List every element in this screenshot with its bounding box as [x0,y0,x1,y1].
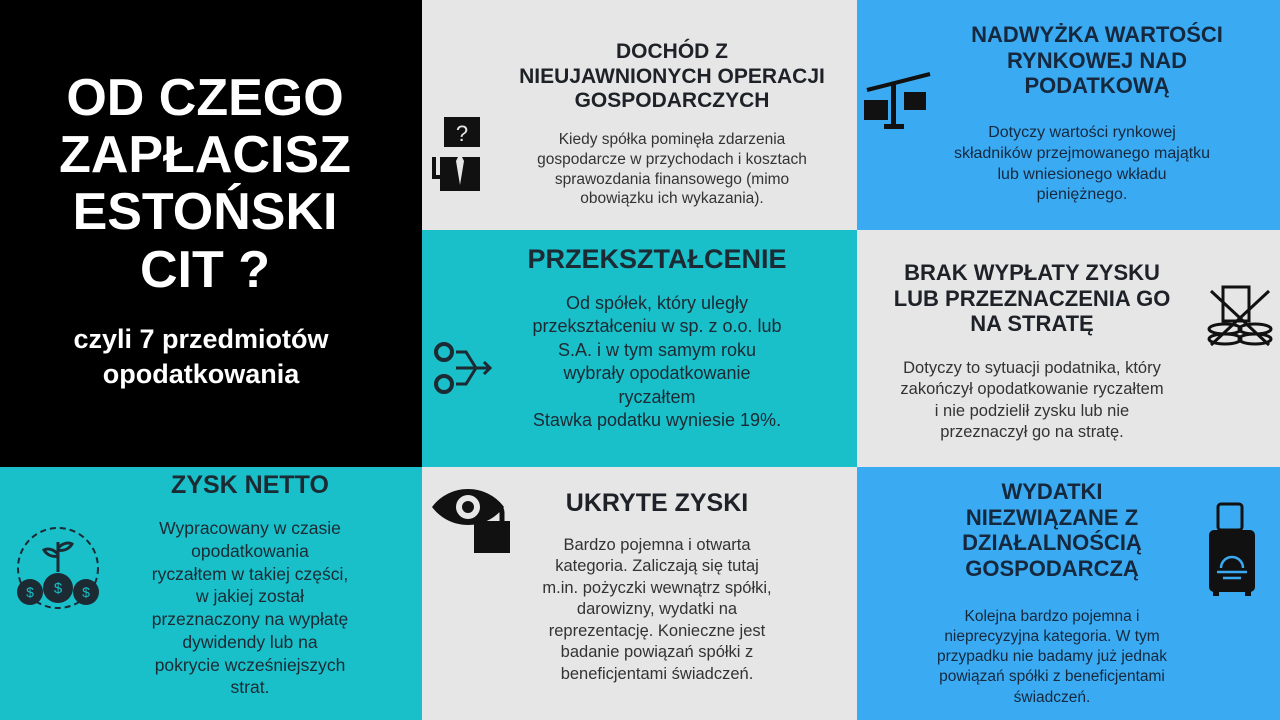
eye-lock-icon [430,479,514,555]
tile-title: BRAK WYPŁATY ZYSKU LUB PRZEZNACZENIA GO NA STRATĘ [893,260,1171,337]
crane-scale-icon [862,70,932,130]
svg-text:?: ? [455,121,469,146]
tile-hidden-profits [422,467,857,720]
main-title-panel [0,0,422,467]
tile-body: Bardzo pojemna i otwarta kategoria. Zaliczają się tutaj m.in. pożyczki wewnątrz spółki, darowizny, wydatki na reprezentację. Konieczne jest badanie powiązań spółki z beneficjentami świadczeń. [542,536,772,683]
svg-text:$: $ [82,584,90,600]
tile-title: UKRYTE ZYSKI [565,489,749,517]
main-title: OD CZEGO ZAPŁACISZ ESTOŃSKI CIT ? [59,69,351,299]
tile-body: Dotyczy to sytuacji podatnika, który zakończył opodatkowanie ryczałtem i nie podzielił zysku lub nie przeznaczył go na stratę. [900,359,1164,442]
svg-text:$: $ [53,580,63,597]
tile-unreported-income [422,0,857,230]
tile-title: DOCHÓD Z NIEUJAWNIONYCH OPERACJI GOSPODARCZYCH [519,40,825,113]
money-growth-icon [12,522,104,614]
tile-title: NADWYŻKA WARTOŚCI RYNKOWEJ NAD PODATKOWĄ [971,22,1223,99]
tile-no-profit-payout [857,230,1280,467]
coins-cancelled-icon [1205,285,1275,351]
tile-market-value-surplus [857,0,1280,230]
main-subtitle: czyli 7 przedmiotów opodatkowania [73,324,329,390]
tile-body: Od spółek, który uległy przekształceniu w sp. z o.o. lub S.A. i w tym samym roku wybrały opodatkowanie ryczałtem Stawka podatku wyniesie 19%. [532,293,782,430]
hidden-person-icon [432,117,484,191]
tile-title: PRZEKSZTAŁCENIE [527,244,787,274]
tile-title: WYDATKI NIEZWIĄZANE Z DZIAŁALNOŚCIĄ GOSPODARCZĄ [962,479,1142,582]
tile-transformation [422,230,857,467]
tile-body: Kolejna bardzo pojemna i nieprecyzyjna kategoria. W tym przypadku nie badamy już jednak powiązań spółki z beneficjentami świadczeń. [936,608,1168,706]
suitcase-icon [1207,502,1257,598]
svg-text:$: $ [26,584,34,600]
tile-net-profit [0,467,422,720]
tile-non-business-expenses [857,467,1280,720]
tile-body: Kiedy spółka pominęła zdarzenia gospodarcze w przychodach i kosztach sprawozdania finansowego (mimo obowiązku ich wykazania). [537,131,807,208]
tile-body: Wypracowany w czasie opodatkowania ryczałtem w takiej części, w jakiej został przeznaczony na wypłatę dywidendy lub na pokrycie wcześniejszych strat. [151,518,349,698]
tile-body: Dotyczy wartości rynkowej składników przejmowanego majątku lub wniesionego wkładu pieniężnego. [953,124,1211,204]
tile-title: ZYSK NETTO [171,471,329,499]
gears-arrows-icon [430,338,494,398]
